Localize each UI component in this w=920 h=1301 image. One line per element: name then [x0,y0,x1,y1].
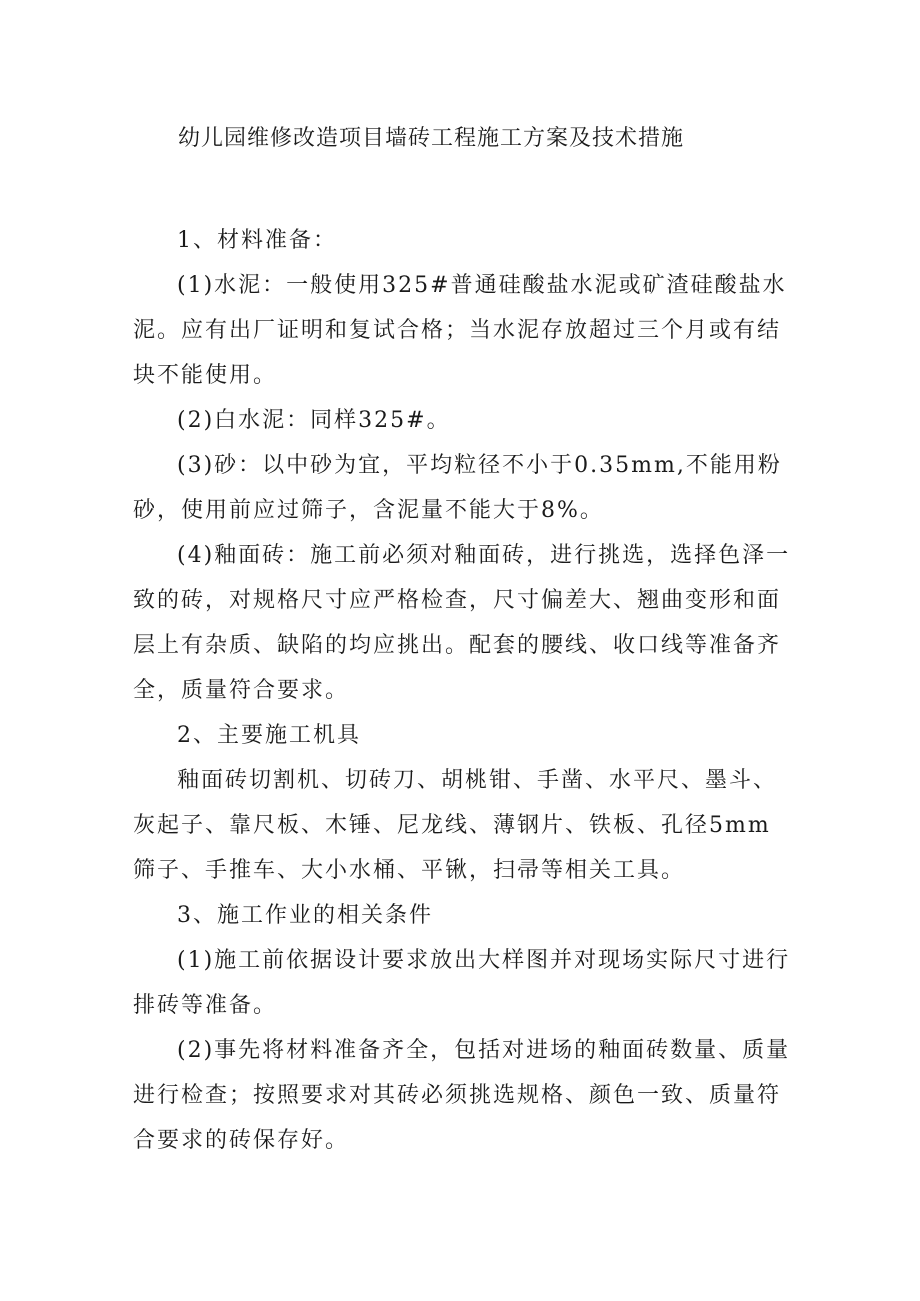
section-heading-tools: 2、主要施工机具 [177,723,361,748]
paragraph-white-cement: (2)白水泥：同样325#。 [177,408,451,433]
section-heading-materials: 1、材料准备： [177,228,337,253]
paragraph-cement: (1)水泥：一般使用325#普通硅酸盐水泥或矿渣硅酸盐水泥。应有出厂证明和复试合格；当水泥存放超过三个月或有结块不能使用。 [133,273,787,388]
paragraph-tools-list: 釉面砖切割机、切砖刀、胡桃钳、手凿、水平尺、墨斗、灰起子、靠尺板、木锤、尼龙线、薄钢片、铁板、孔径5mm筛子、手推车、大小水桶、平锹，扫帚等相关工具。 [133,768,778,883]
paragraph-condition-2: (2)事先将材料准备齐全，包括对进场的釉面砖数量、质量进行检查；按照要求对其砖必须挑选规格、颜色一致、质量符合要求的砖保存好。 [133,1038,791,1153]
paragraph-condition-1: (1)施工前依据设计要求放出大样图并对现场实际尺寸进行排砖等准备。 [133,948,791,1018]
paragraph-sand: (3)砂：以中砂为宜，平均粒径不小于0.35mm,不能用粉砂，使用前应过筛子，含泥量不能大于8%。 [133,453,782,523]
paragraph-glazed-tile: (4)釉面砖：施工前必须对釉面砖，进行挑选，选择色泽一致的砖，对规格尺寸应严格检查，尺寸偏差大、翘曲变形和面层上有杂质、缺陷的均应挑出。配套的腰线、收口线等准备齐全，质量符合要求。 [133,543,791,703]
section-heading-conditions: 3、施工作业的相关条件 [177,903,433,928]
document-title: 幼儿园维修改造项目墙砖工程施工方案及技术措施 [178,126,685,151]
document-body [133,218,793,1163]
